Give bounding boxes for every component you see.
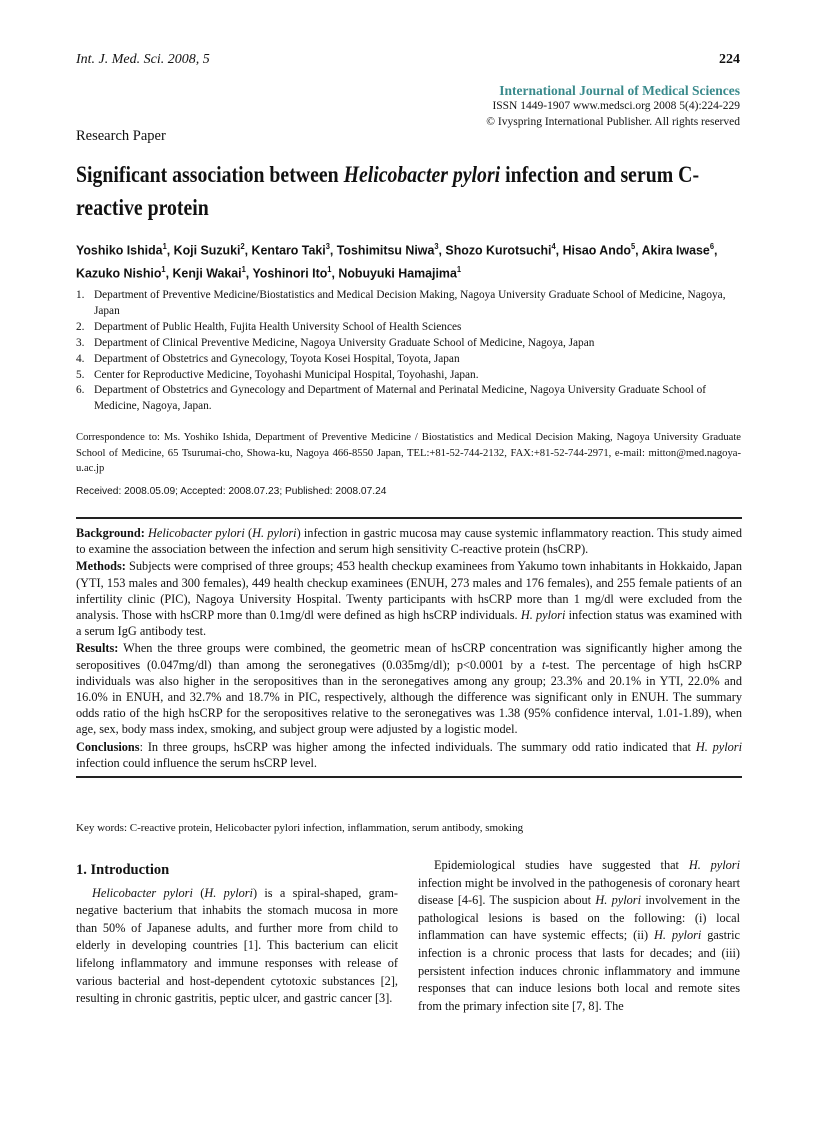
author-affiliation-ref: 1 bbox=[456, 265, 462, 275]
affiliation-item bbox=[76, 368, 744, 384]
text-run: -test. The percentage of high hsCRP individuals was also higher in the seropositives than in the seronegatives among any group; 23.3% and 20.1% in YTI, 22.0% and 16.0% in ENUH, and 32.7% and 18.7% in PIC, respectively, although the difference was significant only in ENUH. The summary odds ratio of the high hsCRP for the seropositives relative to the seronegatives was 1.38 (95% confidence interval, 1.01-1.89), when age, sex, body mass index, smoking, and subject group were adjusted by a logistic model. bbox=[76, 657, 743, 737]
affiliation-list bbox=[76, 288, 744, 415]
issn-line: ISSN 1449-1907 www.medsci.org 2008 5(4):224-229 bbox=[492, 100, 740, 112]
text-run: Epidemiological studies have suggested that bbox=[434, 858, 689, 872]
affiliation-number: 6. bbox=[76, 384, 85, 397]
affiliation-item bbox=[76, 288, 744, 320]
text-run: infection could influence the serum hsCRP level. bbox=[76, 755, 317, 770]
text-run: infection might be involved in the pathogenesis of coronary heart disease [4-6]. The suspicion about bbox=[418, 875, 740, 908]
background-label: Background: bbox=[76, 526, 145, 540]
author-list: Yoshiko Ishida$^1$, Koji Suzuki$^2$, Kentaro Taki$^3$, Toshimitsu Niwa$^3$, Shozo Kurotsuchi$^4$, Hisao Ando$^5$, Akira Iwase$^6$, Kazuko Nishio$^1$, Kenji Wakai$^1$, Yoshinori Ito$^1$, Nobuyuki Hamajima$^1$ bbox=[76, 242, 718, 281]
author-affiliation-ref: 4 bbox=[551, 242, 556, 251]
italic-term: Helicobacter pylori bbox=[92, 885, 193, 900]
affiliation-text: Department of Obstetrics and Gynecology, Toyota Kosei Hospital, Toyota, Japan bbox=[94, 352, 460, 365]
italic-term: H. pylori bbox=[654, 928, 702, 943]
affiliation-number: 3. bbox=[76, 336, 85, 349]
text-run: involvement in the pathological lesions is based on the following: (i) local inflammation can have systemic effects; (ii) bbox=[418, 893, 740, 943]
journal-citation: Int. J. Med. Sci. 2008, 5 bbox=[76, 52, 210, 67]
author-affiliation-ref: 3 bbox=[434, 242, 439, 251]
italic-term: H. pylori bbox=[695, 739, 742, 754]
results-label: Results: bbox=[76, 641, 119, 656]
affiliation-text: Department of Public Health, Fujita Health University School of Health Sciences bbox=[94, 320, 462, 333]
received-dates: Received: 2008.05.09; Accepted: 2008.07.23; Published: 2008.07.24 bbox=[76, 486, 387, 497]
author-affiliation-ref: 6 bbox=[709, 242, 715, 251]
text-run: ( bbox=[192, 885, 205, 900]
affiliation-item bbox=[76, 336, 744, 352]
author-affiliation-ref: 1 bbox=[161, 265, 166, 275]
affiliation-text: Department of Obstetrics and Gynecology and Department of Maternal and Perinatal Medicine, Nagoya University Graduate School of Medicine, Nagoya, Japan. bbox=[94, 384, 707, 413]
affiliation-number: 1. bbox=[76, 289, 85, 301]
methods-label: Methods: bbox=[76, 559, 126, 574]
author-name: Yoshinori Ito bbox=[252, 265, 328, 281]
affiliation-text: Department of Clinical Preventive Medicine, Nagoya University Graduate School of Medicine, Nagoya, Japan bbox=[94, 336, 595, 349]
text-run: When the three groups were combined, the geometric mean of hsCRP concentration was significantly higher among the seropositives (0.047mg/dl) than among the seronegatives (0.035mg/dl); p<0.0001 by a bbox=[76, 641, 742, 672]
text-run: Subjects were comprised of three groups; 453 health checkup examinees from Yakumo town inhabitants in Hokkaido, Japan (YTI, 153 males and 300 females), 449 health checkup examinees (ENUH, 273 males and 176 females), and 255 female patients of an infertility clinic (PIC), Nagoya University Hospital. Twenty participants with hsCRP more than 1 mg/dl were excluded from the analysis. Those with hsCRP more than 0.1mg/dl were defined as high hsCRP individuals. bbox=[76, 559, 742, 623]
intro-paragraph-1 bbox=[76, 885, 398, 1008]
abstract-results bbox=[76, 640, 742, 737]
author-name: Kentaro Taki bbox=[251, 242, 326, 258]
copyright-line: © Ivyspring International Publisher. All rights reserved bbox=[486, 115, 740, 128]
italic-term: H. pylori bbox=[252, 526, 297, 540]
abstract-methods bbox=[76, 558, 742, 639]
correspondence: Correspondence to: Ms. Yoshiko Ishida, Department of Preventive Medicine / Biostatistics and Medical Decision Making, Nagoya University Graduate School of Medicine, 65 Tsurumai-cho, Showa-ku, Nagoya 466-8550 Japan, TEL:+81-52-744-2132, FAX:+81-52-744-2971, e-mail: mitton@med.nagoya-u.ac.jp bbox=[76, 432, 741, 475]
keywords: Key words: C-reactive protein, Helicobacter pylori infection, inflammation, serum antibody, smoking bbox=[76, 822, 524, 834]
affiliation-text: Department of Preventive Medicine/Biostatistics and Medical Decision Making, Nagoya University Graduate School of Medicine, Nagoya, Japan bbox=[94, 289, 726, 317]
intro-right-column bbox=[418, 857, 740, 1015]
journal-name: International Journal of Medical Sciences bbox=[499, 83, 740, 98]
author-name: Yoshiko Ishida bbox=[76, 242, 163, 258]
text-run: : In three groups, hsCRP was higher among the infected individuals. The summary odd ratio indicated that bbox=[139, 739, 696, 754]
title-part-1: Significant association between bbox=[76, 162, 344, 187]
author-name: Nobuyuki Hamajima bbox=[338, 265, 457, 281]
abstract-conclusions bbox=[76, 739, 742, 771]
italic-term: H. pylori bbox=[688, 858, 740, 872]
text-run: gastric infection is a chronic process that lasts for decades; and (iii) persistent infection induces chronic inflammatory and immune responses that can induce lesions both local and remote sites from the primary infection site [7, 8]. The bbox=[418, 928, 740, 1013]
intro-left-column bbox=[76, 862, 398, 1008]
affiliation-item bbox=[76, 320, 744, 336]
abstract-background bbox=[76, 525, 742, 557]
italic-term: H. pylori bbox=[595, 893, 642, 908]
author-affiliation-ref: 5 bbox=[630, 242, 636, 251]
affiliation-text: Center for Reproductive Medicine, Toyohashi Municipal Hospital, Toyohashi, Japan. bbox=[94, 368, 479, 381]
section-heading: 1. Introduction bbox=[76, 862, 170, 878]
author-affiliation-ref: 3 bbox=[325, 242, 330, 251]
author-affiliation-ref: 1 bbox=[241, 265, 246, 275]
author-affiliation-ref: 1 bbox=[327, 265, 332, 275]
paper-title bbox=[76, 158, 755, 224]
italic-term: H. pylori bbox=[520, 608, 566, 623]
author-name: Kazuko Nishio bbox=[76, 265, 162, 281]
author-name: Hisao Ando bbox=[562, 242, 631, 258]
author-name: Akira Iwase bbox=[641, 242, 710, 258]
title-italic: Helicobacter pylori bbox=[343, 162, 501, 187]
title-part-2: infection and serum C-reactive protein bbox=[76, 162, 700, 220]
author-name: Koji Suzuki bbox=[173, 242, 241, 258]
affiliation-number: 5. bbox=[76, 368, 85, 381]
affiliation-item bbox=[76, 383, 744, 415]
conclusions-label: Conclusions bbox=[76, 739, 140, 754]
author-affiliation-ref: 1 bbox=[162, 242, 167, 251]
page-number: 224 bbox=[719, 52, 740, 67]
author-affiliation-ref: 2 bbox=[240, 242, 245, 251]
text-run: ) is a spiral-shaped, gram-negative bacterium that inhabits the stomach mucosa in more than 50% of Japanese adults, and further more from child to elderly in developing countries [1]. This bacterium can elicit lifelong inflammatory and immune responses with release of various bacterial and host-dependent cytotoxic substances [2], resulting in chronic gastritis, peptic ulcer, and gastric cancer [3]. bbox=[76, 885, 398, 1006]
italic-term: H. pylori bbox=[204, 885, 253, 900]
abstract-box bbox=[76, 517, 742, 778]
author-name: Shozo Kurotsuchi bbox=[445, 242, 552, 258]
affiliation-item bbox=[76, 352, 744, 368]
text-run: ) infection in gastric mucosa may cause systemic inflammatory reaction. This study aimed to examine the association between the infection and serum high sensitivity C-reactive protein (hsCRP). bbox=[76, 526, 743, 557]
text-run: ( bbox=[244, 526, 253, 540]
intro-paragraph-2 bbox=[418, 857, 740, 1015]
italic-term: t bbox=[541, 657, 546, 672]
paper-type: Research Paper bbox=[76, 128, 166, 144]
author-name: Toshimitsu Niwa bbox=[336, 242, 435, 258]
affiliation-number: 2. bbox=[76, 320, 85, 333]
affiliation-number: 4. bbox=[76, 352, 85, 365]
author-name: Kenji Wakai bbox=[172, 265, 242, 281]
italic-term: Helicobacter pylori bbox=[148, 526, 245, 540]
publisher-block bbox=[486, 82, 740, 130]
text-run: infection status was examined with a serum IgG antibody test. bbox=[76, 608, 743, 639]
